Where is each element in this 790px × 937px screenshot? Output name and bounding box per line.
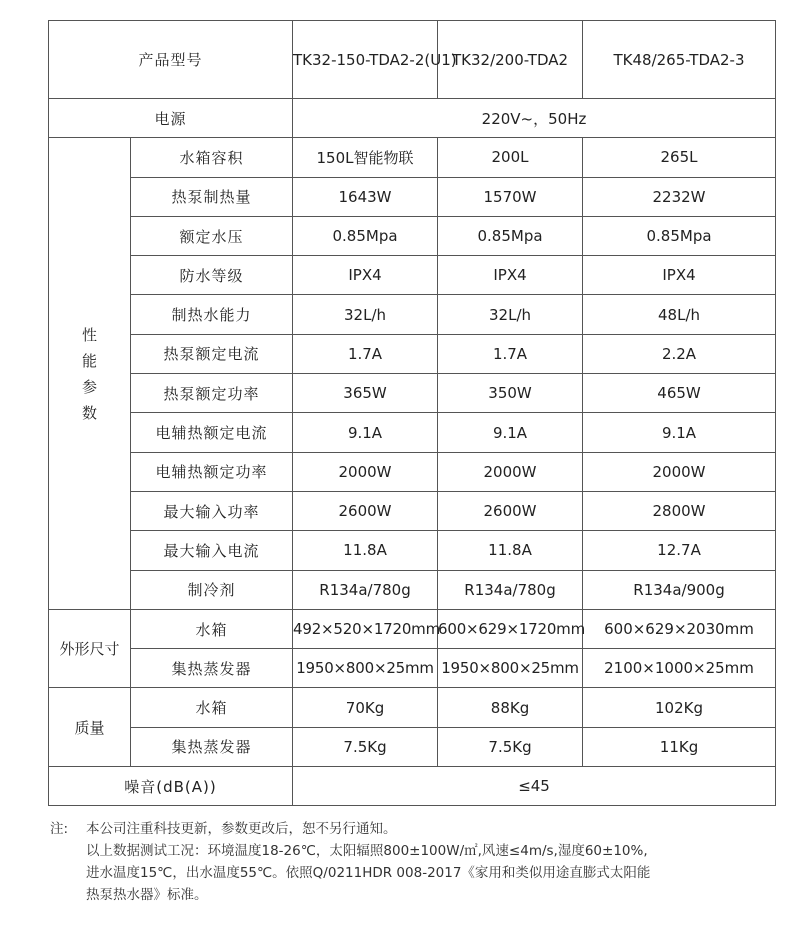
table-row	[49, 216, 776, 255]
table-row	[49, 334, 776, 373]
table-row	[49, 374, 776, 413]
dimensions-group-label: 外形尺寸	[49, 609, 131, 688]
cell: 32L/h	[293, 295, 438, 334]
row-label: 水箱容积	[131, 138, 293, 177]
power-label: 电源	[49, 99, 293, 138]
cell: 2.2A	[583, 334, 776, 373]
cell: 0.85Mpa	[438, 216, 583, 255]
table-row	[49, 570, 776, 609]
cell: 0.85Mpa	[583, 216, 776, 255]
table-row	[49, 452, 776, 491]
cell: 2600W	[293, 491, 438, 530]
cell: 9.1A	[293, 413, 438, 452]
table-row	[49, 491, 776, 530]
cell: 2232W	[583, 177, 776, 216]
cell: 88Kg	[438, 688, 583, 727]
row-label: 最大输入功率	[131, 491, 293, 530]
cell: 11.8A	[293, 531, 438, 570]
cell: IPX4	[438, 256, 583, 295]
row-label: 防水等级	[131, 256, 293, 295]
cell: 600×629×1720mm	[438, 609, 583, 648]
header-row	[49, 21, 776, 99]
power-value: 220V~，50Hz	[293, 99, 776, 138]
cell: IPX4	[583, 256, 776, 295]
cell: 2000W	[583, 452, 776, 491]
row-label: 水箱	[131, 688, 293, 727]
cell: 600×629×2030mm	[583, 609, 776, 648]
cell: 7.5Kg	[438, 727, 583, 766]
table-row	[49, 256, 776, 295]
row-label: 电辅热额定功率	[131, 452, 293, 491]
model-2: TK32/200-TDA2	[438, 21, 583, 99]
cell: R134a/900g	[583, 570, 776, 609]
notes	[50, 818, 770, 906]
noise-label: 噪音(dB(A))	[49, 767, 293, 806]
mass-group-label: 质量	[49, 688, 131, 767]
table-row	[49, 295, 776, 334]
cell: 102Kg	[583, 688, 776, 727]
model-1: TK32-150-TDA2-2(U1)	[293, 21, 438, 99]
cell: IPX4	[293, 256, 438, 295]
table-row	[49, 688, 776, 727]
row-label: 最大输入电流	[131, 531, 293, 570]
table-row	[49, 727, 776, 766]
row-label: 热泵额定功率	[131, 374, 293, 413]
cell: 492×520×1720mm	[293, 609, 438, 648]
table-row	[49, 609, 776, 648]
cell: 1950×800×25mm	[293, 649, 438, 688]
notes-tag: 注:	[50, 821, 69, 837]
notes-line-2: 以上数据测试工况：环境温度18-26℃，太阳辐照800±100W/㎡,风速≤4m/s,湿度60±10%,	[86, 843, 648, 859]
cell: 12.7A	[583, 531, 776, 570]
cell: 7.5Kg	[293, 727, 438, 766]
table-row	[49, 531, 776, 570]
performance-group-label: 性 能 参 数	[49, 138, 131, 610]
cell: 2100×1000×25mm	[583, 649, 776, 688]
notes-line-1: 本公司注重科技更新，参数更改后，恕不另行通知。	[86, 821, 397, 837]
notes-line-4: 热泵热水器》标准。	[86, 887, 208, 903]
table-row	[49, 413, 776, 452]
table-row	[49, 649, 776, 688]
notes-line-3: 进水温度15℃，出水温度55℃。依照Q/0211HDR 008-2017《家用和类似用途直膨式太阳能	[86, 865, 651, 881]
row-label: 额定水压	[131, 216, 293, 255]
cell: 1950×800×25mm	[438, 649, 583, 688]
cell: 150L智能物联	[293, 138, 438, 177]
table-row	[49, 177, 776, 216]
row-label: 水箱	[131, 609, 293, 648]
row-label: 热泵额定电流	[131, 334, 293, 373]
power-row	[49, 99, 776, 138]
cell: R134a/780g	[438, 570, 583, 609]
cell: 1643W	[293, 177, 438, 216]
cell: 2000W	[293, 452, 438, 491]
model-label: 产品型号	[49, 21, 293, 99]
cell: R134a/780g	[293, 570, 438, 609]
cell: 2800W	[583, 491, 776, 530]
cell: 265L	[583, 138, 776, 177]
cell: 2000W	[438, 452, 583, 491]
row-label: 电辅热额定电流	[131, 413, 293, 452]
cell: 1570W	[438, 177, 583, 216]
cell: 0.85Mpa	[293, 216, 438, 255]
cell: 9.1A	[583, 413, 776, 452]
noise-value: ≤45	[293, 767, 776, 806]
cell: 1.7A	[293, 334, 438, 373]
cell: 11Kg	[583, 727, 776, 766]
cell: 70Kg	[293, 688, 438, 727]
cell: 365W	[293, 374, 438, 413]
cell: 1.7A	[438, 334, 583, 373]
cell: 32L/h	[438, 295, 583, 334]
cell: 9.1A	[438, 413, 583, 452]
noise-row	[49, 767, 776, 806]
row-label: 集热蒸发器	[131, 649, 293, 688]
cell: 11.8A	[438, 531, 583, 570]
cell: 200L	[438, 138, 583, 177]
model-3: TK48/265-TDA2-3	[583, 21, 776, 99]
row-label: 制冷剂	[131, 570, 293, 609]
cell: 465W	[583, 374, 776, 413]
row-label: 热泵制热量	[131, 177, 293, 216]
cell: 48L/h	[583, 295, 776, 334]
table-row	[49, 138, 776, 177]
cell: 350W	[438, 374, 583, 413]
spec-table	[48, 20, 776, 806]
row-label: 集热蒸发器	[131, 727, 293, 766]
row-label: 制热水能力	[131, 295, 293, 334]
cell: 2600W	[438, 491, 583, 530]
